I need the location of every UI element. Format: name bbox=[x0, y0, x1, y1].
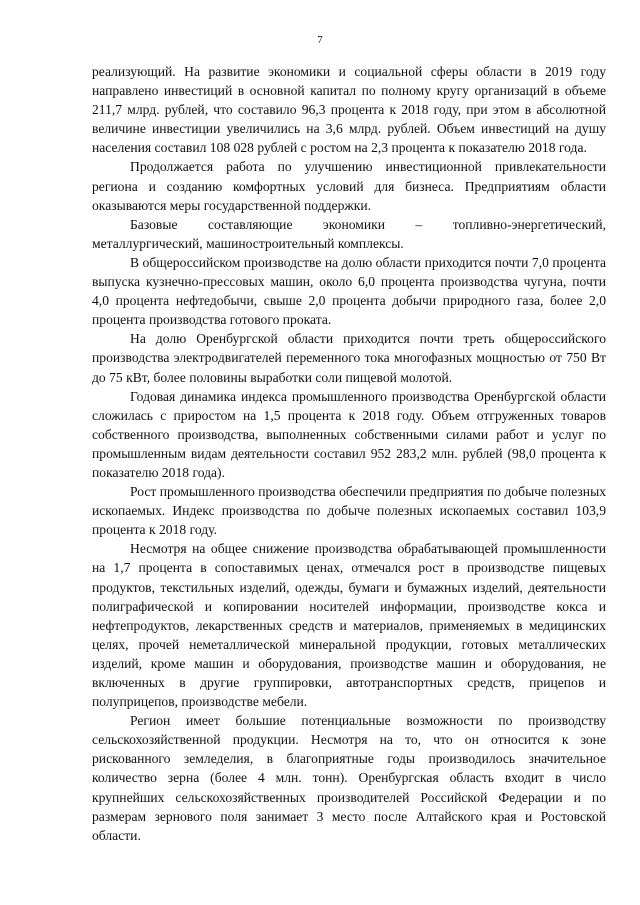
paragraph-orenburg-share: На долю Оренбургской области приходится почти треть общероссийского производства электродвигателей переменного тока многофазных мощностью от 750 Вт до 75 кВт, более половины выработки соли пищевой молотой. bbox=[92, 331, 606, 385]
paragraph-investment: реализующий. На развитие экономики и социальной сферы области в 2019 году направлено инвестиций в основной капитал по полному кругу организаций в объеме 211,7 млрд. рублей, что составило 96,3 процента к 2018 году, при этом в абсолютной величине инвестиции увеличились на 3,6 млрд. рублей. Объем инвестиций на душу населения составил 108 028 рублей с ростом на 2,3 процента к показателю 2018 года. bbox=[92, 64, 606, 156]
paragraph-investment-climate: Продолжается работа по улучшению инвестиционной привлекательности региона и созданию комфортных условий для бизнеса. Предприятиям области оказываются меры государственной поддержки. bbox=[92, 159, 606, 213]
paragraph-agriculture: Регион имеет большие потенциальные возможности по производству сельскохозяйственной продукции. Несмотря на то, что он относится к зоне рискованного земледелия, в благоприятные годы производилось значительное количество зерна (более 4 млн. тонн). Оренбургская область входит в число крупнейших сельскохозяйственных производителей Российской Федерации и по размерам зернового поля занимает 3 место после Алтайского края и Ростовской области. bbox=[92, 713, 606, 843]
paragraph-industrial-index: Годовая динамика индекса промышленного производства Оренбургской области сложилась с приростом на 1,5 процента к 2018 году. Объем отгруженных товаров собственного производства, выполненных собственными силами работ и услуг по промышленным видам деятельности составил 952 283,2 млн. рублей (98,0 процента к показателю 2018 года). bbox=[92, 388, 606, 480]
paragraph-mining-growth: Рост промышленного производства обеспечили предприятия по добыче полезных ископаемых. Индекс производства по добыче полезных ископаемых составил 103,9 процента к 2018 году. bbox=[92, 484, 606, 538]
paragraph-economy-base: Базовые составляющие экономики – топливно-энергетический, металлургический, машиностроительный комплексы. bbox=[92, 216, 606, 251]
page-number: 7 bbox=[317, 34, 323, 46]
document-body bbox=[92, 62, 606, 845]
paragraph-manufacturing: Несмотря на общее снижение производства обрабатывающей промышленности на 1,7 процента в сопоставимых ценах, отмечался рост в производстве пищевых продуктов, текстильных изделий, одежды, бумаги и бумажных изделий, деятельности полиграфической и копировании носителей информации, производстве кокса и нефтепродуктов, лекарственных средств и материалов, применяемых в медицинских целях, прочей неметаллической минеральной продукции, готовых металлических изделий, кроме машин и оборудования, производстве машин и оборудования, не включенных в другие группировки, автотранспортных средств, прицепов и полуприцепов, производстве мебели. bbox=[92, 541, 606, 710]
paragraph-national-share: В общероссийском производстве на долю области приходится почти 7,0 процента выпуска кузнечно-прессовых машин, около 6,0 процента производства чугуна, почти 4,0 процента нефтедобычи, свыше 2,0 процента добычи природного газа, более 2,0 процента производства готового проката. bbox=[92, 254, 606, 328]
